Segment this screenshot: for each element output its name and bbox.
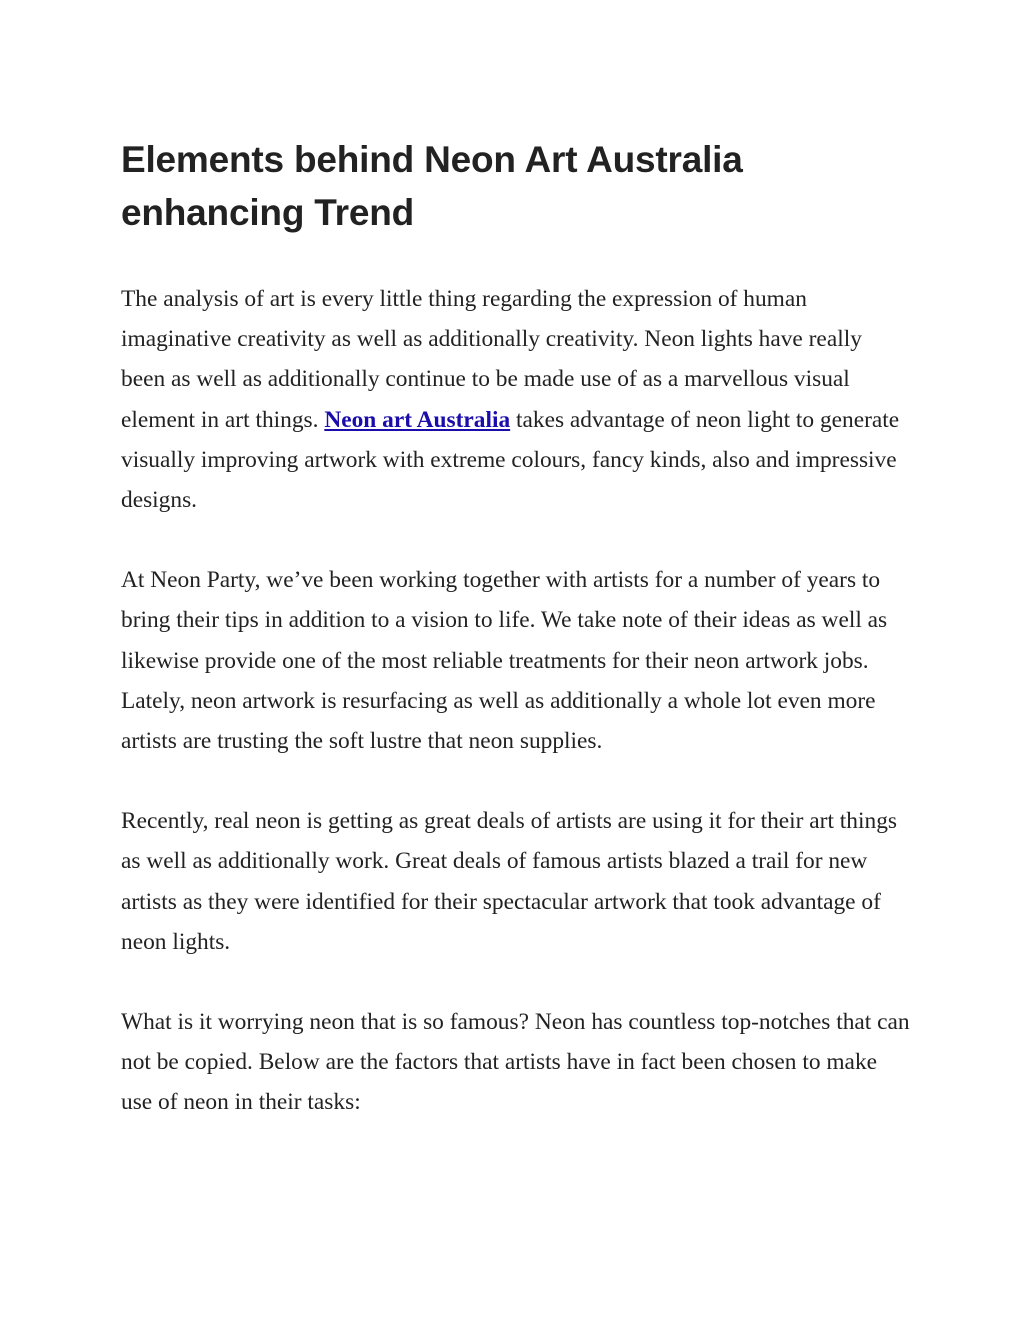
page-title-line-2: enhancing Trend	[121, 192, 415, 233]
article-header	[121, 133, 911, 239]
paragraph-intro-text-before: The analysis of art is every little thing regarding the expression of human imaginative creativity as well as additionally creativity. Neon lights have really been as well as additionally continue to be made use of as a marvellous visual element in art things.	[121, 286, 862, 433]
neon-art-australia-link[interactable]: Neon art Australia	[324, 406, 511, 433]
paragraph-recently: Recently, real neon is getting as great deals of artists are using it for their art things as well as additionally work. Great deals of famous artists blazed a trail for new artists as they were identified for their spectacular artwork that took advantage of neon lights.	[121, 808, 897, 955]
page-title	[121, 133, 911, 239]
paragraph-neon-party: At Neon Party, we’ve been working together with artists for a number of years to bring their tips in addition to a vision to life. We take note of their ideas as well as likewise provide one of the most reliable treatments for their neon artwork jobs. Lately, neon artwork is resurfacing as well as additionally a whole lot even more artists are trusting the soft lustre that neon supplies.	[121, 567, 888, 755]
paragraph-why-neon: What is it worrying neon that is so famous? Neon has countless top-notches that can not be copied. Below are the factors that artists have in fact been chosen to make use of neon in their tasks:	[121, 1009, 910, 1116]
paragraph-intro-text-after: takes advantage of neon light to generate visually improving artwork with extreme colours, fancy kinds, also and impressive designs.	[121, 406, 900, 514]
page-title-line-1: Elements behind Neon Art Australia	[121, 139, 743, 180]
article-body	[121, 279, 911, 1163]
paragraph-intro	[121, 279, 911, 520]
